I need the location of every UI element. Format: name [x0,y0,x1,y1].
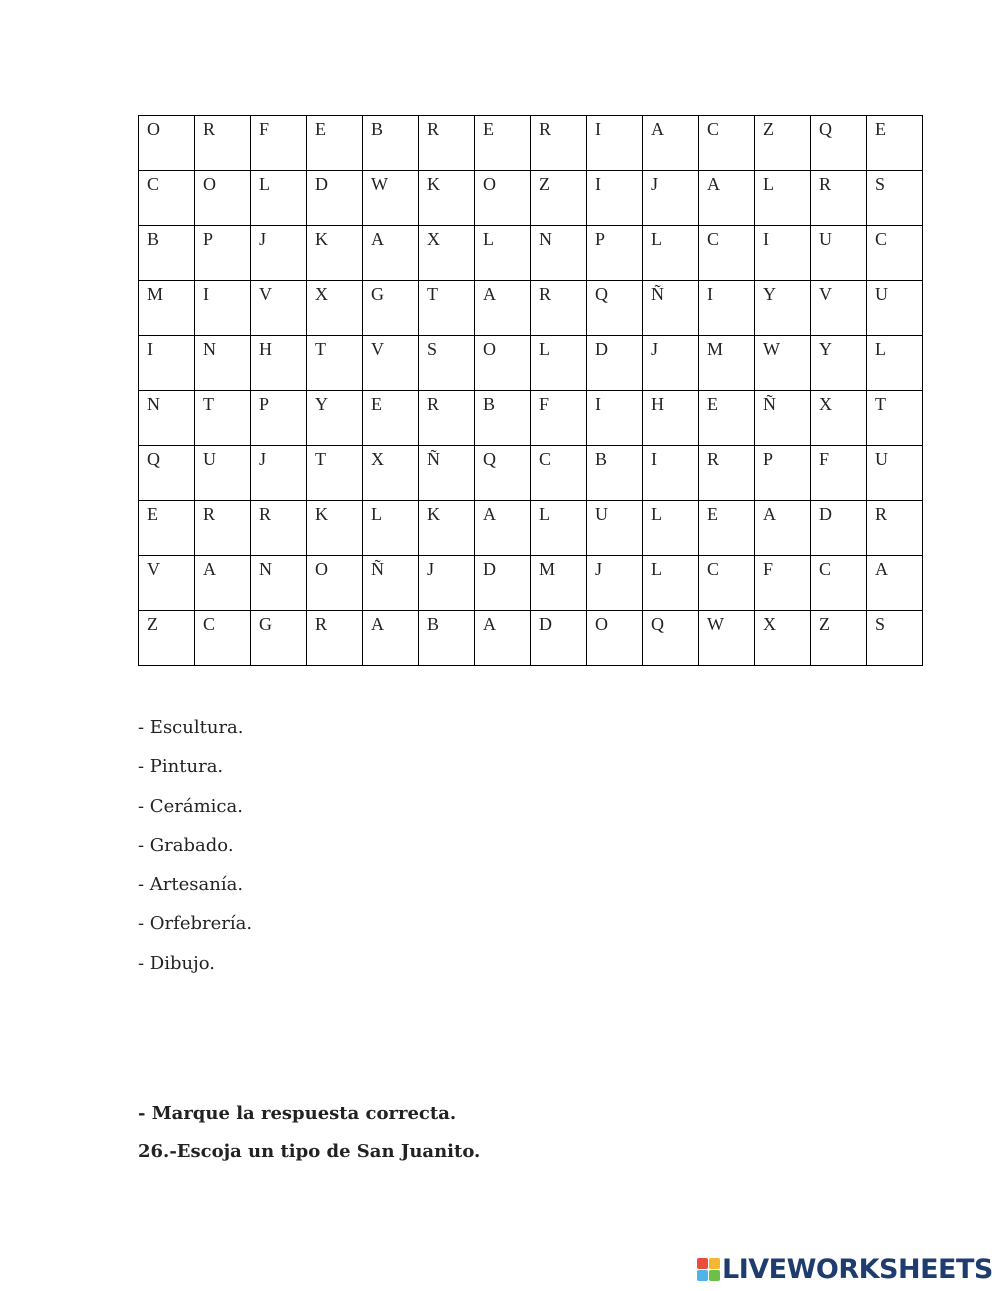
grid-cell: N [195,336,251,391]
grid-cell: R [307,611,363,666]
grid-cell: V [139,556,195,611]
grid-cell: L [363,501,419,556]
grid-cell: D [531,611,587,666]
grid-cell: H [643,391,699,446]
grid-cell: J [643,171,699,226]
grid-cell: X [811,391,867,446]
grid-cell: I [755,226,811,281]
grid-cell: L [531,501,587,556]
grid-cell: E [699,501,755,556]
grid-cell: E [867,116,923,171]
liveworksheets-logo [697,1252,993,1286]
grid-cell: L [251,171,307,226]
grid-cell: E [475,116,531,171]
grid-cell: A [699,171,755,226]
grid-cell: E [139,501,195,556]
grid-cell: Y [307,391,363,446]
grid-cell: U [867,281,923,336]
grid-cell: Z [139,611,195,666]
grid-cell: Q [139,446,195,501]
grid-cell: I [699,281,755,336]
grid-cell: K [307,501,363,556]
grid-cell: Ñ [363,556,419,611]
logo-block [697,1258,708,1269]
grid-cell: Q [811,116,867,171]
grid-cell: P [587,226,643,281]
grid-cell: Z [531,171,587,226]
grid-cell: X [755,611,811,666]
grid-cell: X [419,226,475,281]
grid-cell: K [419,501,475,556]
grid-cell: L [643,226,699,281]
grid-row [139,336,923,391]
grid-cell: A [363,611,419,666]
grid-cell: V [363,336,419,391]
grid-cell: A [867,556,923,611]
word-list-item: - Pintura. [138,756,224,778]
grid-cell: D [475,556,531,611]
grid-cell: A [475,501,531,556]
grid-row [139,391,923,446]
grid-cell: L [755,171,811,226]
grid-cell: C [531,446,587,501]
grid-cell: I [195,281,251,336]
grid-cell: X [307,281,363,336]
grid-cell: W [755,336,811,391]
grid-cell: Q [643,611,699,666]
grid-cell: K [307,226,363,281]
grid-cell: S [419,336,475,391]
grid-cell: A [363,226,419,281]
grid-cell: R [195,501,251,556]
grid-cell: P [755,446,811,501]
grid-cell: L [643,501,699,556]
grid-cell: F [531,391,587,446]
grid-cell: G [363,281,419,336]
grid-cell: Z [811,611,867,666]
grid-cell: U [867,446,923,501]
grid-row [139,281,923,336]
grid-cell: F [755,556,811,611]
grid-cell: R [195,116,251,171]
grid-cell: K [419,171,475,226]
grid-cell: O [587,611,643,666]
word-search-grid [138,115,923,666]
grid-cell: A [195,556,251,611]
grid-cell: J [419,556,475,611]
grid-cell: F [251,116,307,171]
grid-cell: O [475,171,531,226]
grid-cell: S [867,611,923,666]
grid-cell: Z [755,116,811,171]
word-list-item: - Grabado. [138,834,234,856]
grid-cell: L [531,336,587,391]
grid-cell: I [587,116,643,171]
word-list-item: - Escultura. [138,717,244,738]
word-list-item: - Cerámica. [138,795,243,817]
grid-cell: M [139,281,195,336]
grid-cell: R [811,171,867,226]
question-text: 26.-Escoja un tipo de San Juanito. [138,1141,481,1162]
grid-cell: V [251,281,307,336]
grid-cell: W [363,171,419,226]
grid-cell: Ñ [755,391,811,446]
grid-cell: Q [587,281,643,336]
grid-row [139,226,923,281]
grid-cell: R [699,446,755,501]
grid-cell: I [587,171,643,226]
grid-cell: R [419,116,475,171]
logo-text: LIVEWORKSHEETS [722,1253,993,1285]
grid-cell: R [251,501,307,556]
grid-cell: M [531,556,587,611]
grid-cell: T [419,281,475,336]
grid-cell: C [699,226,755,281]
grid-cell: D [587,336,643,391]
grid-cell: M [699,336,755,391]
grid-cell: J [587,556,643,611]
grid-cell: C [699,556,755,611]
word-list [138,708,252,983]
grid-cell: T [307,336,363,391]
grid-cell: N [531,226,587,281]
grid-cell: E [307,116,363,171]
grid-cell: Ñ [643,281,699,336]
grid-cell: D [307,171,363,226]
grid-cell: T [307,446,363,501]
instruction-text: - Marque la respuesta correcta. [138,1103,457,1124]
grid-cell: B [139,226,195,281]
grid-cell: A [475,611,531,666]
grid-cell: J [251,446,307,501]
grid-cell: B [419,611,475,666]
grid-cell: L [867,336,923,391]
grid-cell: R [867,501,923,556]
grid-cell: I [643,446,699,501]
grid-cell: E [363,391,419,446]
grid-cell: C [699,116,755,171]
grid-cell: U [195,446,251,501]
grid-row [139,446,923,501]
grid-cell: N [251,556,307,611]
grid-cell: P [251,391,307,446]
grid-cell: N [139,391,195,446]
grid-cell: S [867,171,923,226]
grid-row [139,171,923,226]
grid-cell: C [867,226,923,281]
grid-cell: G [251,611,307,666]
grid-cell: X [363,446,419,501]
grid-cell: D [811,501,867,556]
grid-cell: L [643,556,699,611]
word-list-item: - Artesanía. [138,874,244,896]
logo-blocks-icon [697,1258,720,1281]
grid-cell: J [643,336,699,391]
grid-cell: R [531,116,587,171]
grid-cell: L [475,226,531,281]
grid-row [139,611,923,666]
grid-cell: B [587,446,643,501]
grid-cell: P [195,226,251,281]
grid-cell: A [475,281,531,336]
grid-cell: U [587,501,643,556]
logo-block [709,1258,720,1269]
grid-cell: C [139,171,195,226]
grid-cell: V [811,281,867,336]
grid-cell: I [139,336,195,391]
grid-cell: B [363,116,419,171]
grid-cell: J [251,226,307,281]
grid-cell: B [475,391,531,446]
grid-cell: T [195,391,251,446]
grid-cell: Y [811,336,867,391]
grid-cell: O [475,336,531,391]
word-list-item: - Dibujo. [138,952,215,974]
grid-cell: R [531,281,587,336]
grid-cell: Ñ [419,446,475,501]
grid-row [139,556,923,611]
grid-cell: Q [475,446,531,501]
grid-cell: R [419,391,475,446]
grid-cell: A [643,116,699,171]
word-list-item: - Orfebrería. [138,913,253,935]
grid-cell: E [699,391,755,446]
grid-cell: W [699,611,755,666]
grid-cell: U [811,226,867,281]
grid-cell: O [195,171,251,226]
grid-cell: F [811,446,867,501]
grid-cell: T [867,391,923,446]
logo-block [697,1270,708,1281]
grid-cell: O [139,116,195,171]
grid-cell: H [251,336,307,391]
grid-cell: A [755,501,811,556]
grid-row [139,116,923,171]
grid-row [139,501,923,556]
grid-cell: C [195,611,251,666]
grid-cell: Y [755,281,811,336]
grid-cell: I [587,391,643,446]
grid-cell: O [307,556,363,611]
grid-cell: C [811,556,867,611]
logo-block [709,1270,720,1281]
